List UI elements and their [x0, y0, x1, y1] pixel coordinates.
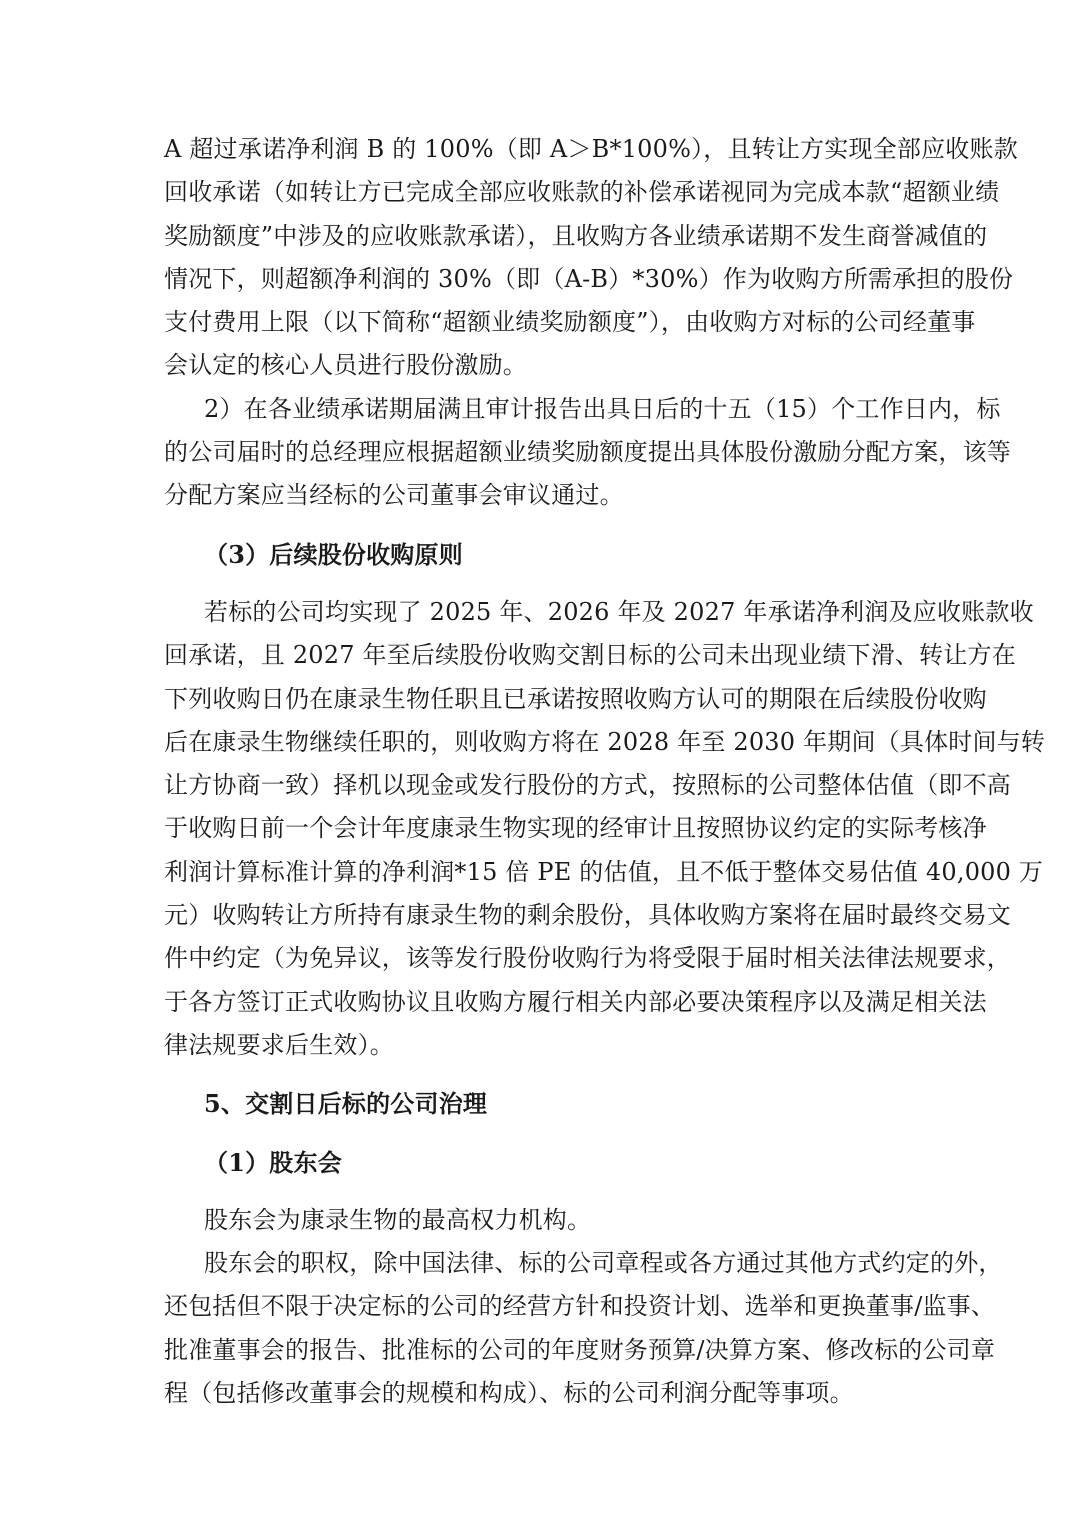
text-line: 利润计算标准计算的净利润*15 倍 PE 的估值，且不低于整体交易估值 40,000 万: [164, 857, 1044, 886]
text-line: 2）在各业绩承诺期届满且审计报告出具日后的十五（15）个工作日内，标: [204, 394, 1001, 423]
text-line: 奖励额度”中涉及的应收账款承诺），且收购方各业绩承诺期不发生商誉减值的: [164, 221, 988, 250]
text-line: 情况下，则超额净利润的 30%（即（A-B）*30%）作为收购方所需承担的股份: [164, 264, 1014, 293]
text-line: A 超过承诺净利润 B 的 100%（即 A＞B*100%），且转让方实现全部应收账款: [164, 135, 1018, 163]
paragraph-incentive-plan: [164, 388, 1011, 518]
section-heading-shareholders-meeting: （1）股东会: [204, 1147, 342, 1177]
text-line: 若标的公司均实现了 2025 年、2026 年及 2027 年承诺净利润及应收账款收: [204, 597, 1034, 626]
paragraph-highest-authority: [164, 1199, 916, 1242]
text-line: 件中约定（为免异议，该等发行股份收购行为将受限于届时相关法律法规要求，: [164, 944, 1011, 973]
text-line: 股东会的职权，除中国法律、标的公司章程或各方通过其他方式约定的外，: [204, 1249, 1003, 1278]
spacer: [164, 576, 916, 591]
text-line: 分配方案应当经标的公司董事会审议通过。: [164, 481, 624, 510]
spacer: [164, 1067, 916, 1082]
text-line: 股东会为康录生物的最高权力机构。: [204, 1205, 592, 1234]
document-body: [164, 128, 1046, 1415]
text-line: 会认定的核心人员进行股份激励。: [164, 351, 527, 380]
text-line: 支付费用上限（以下简称“超额业绩奖励额度”），由收购方对标的公司经董事: [164, 308, 976, 337]
section-heading-subsequent-acquisition: （3）后续股份收购原则: [204, 539, 463, 569]
text-line: 后在康录生物继续任职的，则收购方将在 2028 年至 2030 年期间（具体时间与转: [164, 727, 1046, 756]
spacer: [164, 518, 916, 533]
text-line: 回收承诺（如转让方已完成全部应收账款的补偿承诺视同为完成本款“超额业绩: [164, 178, 1000, 207]
text-line: 律法规要求后生效）。: [164, 1030, 394, 1059]
paragraph-acquisition-principle: [164, 591, 1046, 1067]
text-line: 批准董事会的报告、批准标的公司的年度财务预算/决算方案、修改标的公司章: [164, 1335, 996, 1364]
text-line: 还包括但不限于决定标的公司的经营方针和投资计划、选举和更换董事/监事、: [164, 1292, 996, 1321]
text-line: 下列收购日仍在康录生物任职且已承诺按照收购方认可的期限在后续股份收购: [164, 684, 987, 713]
text-line: 于各方签订正式收购协议且收购方履行相关内部必要决策程序以及满足相关法: [164, 987, 987, 1016]
paragraph-shareholder-powers: [164, 1242, 1003, 1415]
text-line: 回承诺，且 2027 年至后续股份收购交割日标的公司未出现业绩下滑、转让方在: [164, 641, 1016, 670]
paragraph-excess-reward: [164, 128, 1018, 388]
text-line: 于收购日前一个会计年度康录生物实现的经审计且按照协议约定的实际考核净: [164, 814, 987, 843]
spacer: [164, 1126, 916, 1141]
text-line: 元）收购转让方所持有康录生物的剩余股份，具体收购方案将在届时最终交易文: [164, 901, 1011, 930]
spacer: [164, 1184, 916, 1199]
text-line: 程（包括修改董事会的规模和构成）、标的公司利润分配等事项。: [164, 1379, 854, 1408]
section-heading-governance: 5、交割日后标的公司治理: [204, 1089, 488, 1119]
text-line: 的公司届时的总经理应根据超额业绩奖励额度提出具体股份激励分配方案，该等: [164, 438, 1011, 467]
text-line: 让方协商一致）择机以现金或发行股份的方式，按照标的公司整体估值（即不高: [164, 771, 1011, 800]
